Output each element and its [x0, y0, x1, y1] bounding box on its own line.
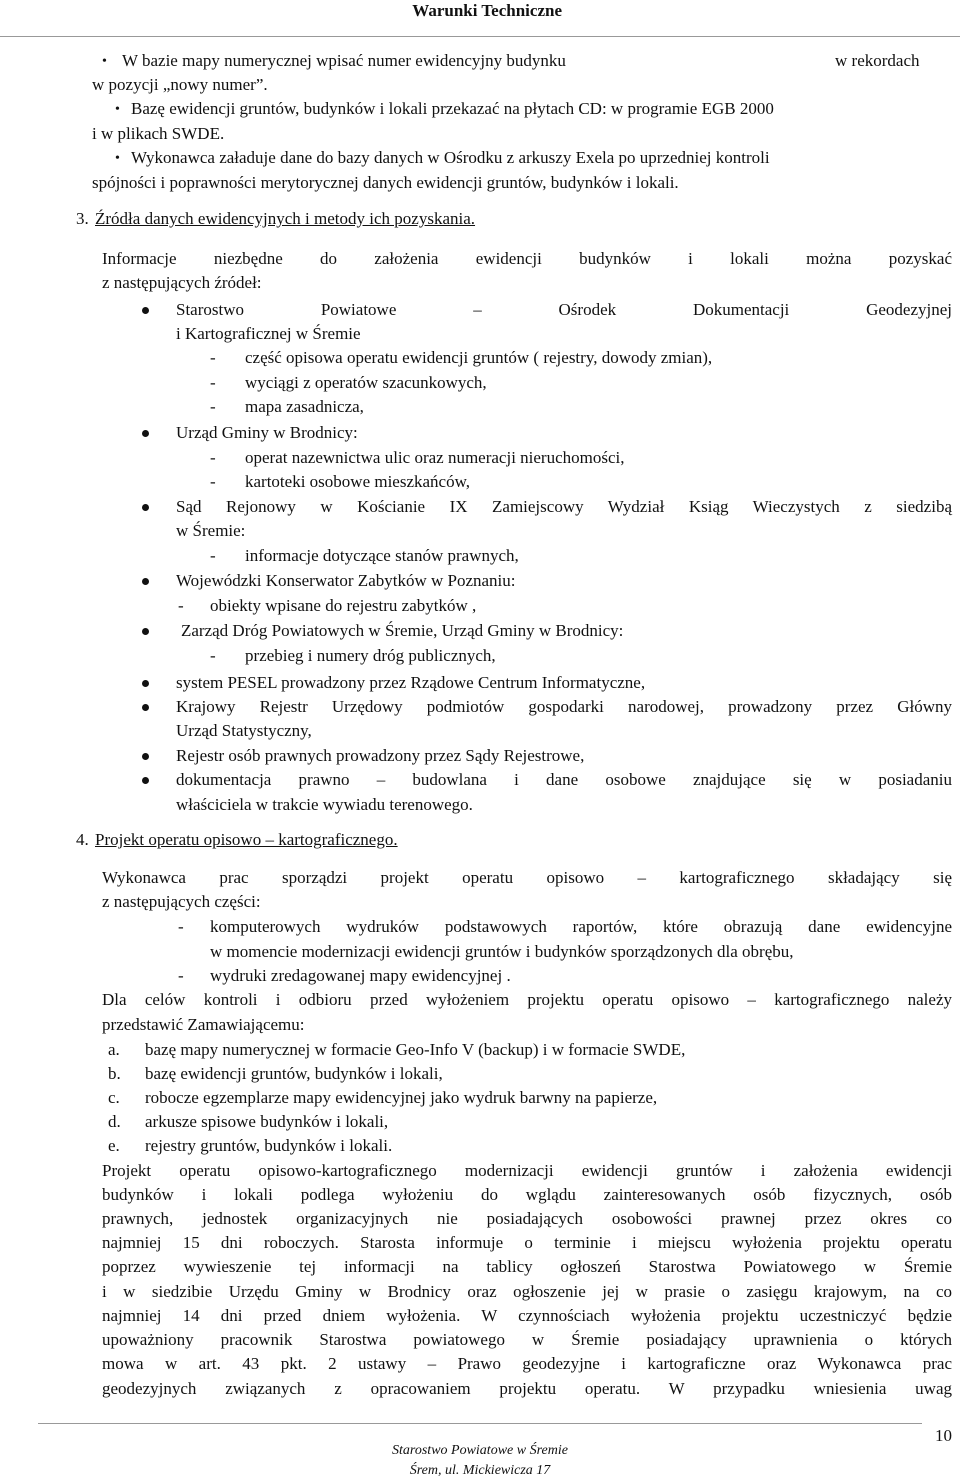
section4-p3-line: poprzez wywieszenie tej informacji na tablicy ogłoszeń Starostwa Powiatowego w Śremie	[102, 1257, 952, 1276]
source9-line2: właściciela w trakcie wywiadu terenowego.	[176, 795, 473, 814]
section3-intro-line2: z następujących źródeł:	[102, 273, 262, 292]
source7-line1: Krajowy Rejestr Urzędowy podmiotów gospodarki narodowej, prowadzony przez Główny	[176, 697, 952, 716]
list-letter: e.	[108, 1136, 120, 1155]
section4-number: 4.	[76, 830, 89, 849]
dash: -	[210, 646, 216, 665]
list-item-text: arkusze spisowe budynków i lokali,	[145, 1112, 389, 1131]
dash: -	[178, 917, 184, 936]
list-letter: a.	[108, 1040, 120, 1059]
source1-detail3: mapa zasadnicza,	[245, 397, 364, 416]
dash: -	[210, 373, 216, 392]
list-bullet	[142, 578, 149, 585]
bullet-dot: •	[115, 151, 120, 166]
dash: -	[210, 546, 216, 565]
intro-bullet1-line2: w pozycji „nowy numer”.	[92, 75, 268, 94]
list-bullet	[142, 628, 149, 635]
source1-line2: i Kartograficznej w Śremie	[176, 324, 361, 343]
source7-line2: Urząd Statystyczny,	[176, 721, 312, 740]
source2-line1: Urząd Gminy w Brodnicy:	[176, 423, 358, 442]
intro-bullet1-line1a: W bazie mapy numerycznej wpisać numer ewidencyjny budynku	[122, 51, 566, 70]
source3-detail1: informacje dotyczące stanów prawnych,	[245, 546, 519, 565]
section3-number: 3.	[76, 209, 89, 228]
section4-p3-line: prawnych, jednostek organizacyjnych nie posiadających osobowości prawnej przez okres co	[102, 1209, 952, 1228]
section4-p3-line: upoważniony pracownik Starostwa powiatowego w Śremie posiadający uprawnienia o których	[102, 1330, 952, 1349]
source4-line1: Wojewódzki Konserwator Zabytków w Poznaniu:	[176, 571, 516, 590]
dash: -	[210, 448, 216, 467]
source5-detail1: przebieg i numery dróg publicznych,	[245, 646, 496, 665]
list-letter: c.	[108, 1088, 120, 1107]
list-letter: b.	[108, 1064, 121, 1083]
section3-title: Źródła danych ewidencyjnych i metody ich pozyskania.	[95, 209, 476, 228]
list-item-text: robocze egzemplarze mapy ewidencyjnej jako wydruk barwny na papierze,	[145, 1088, 658, 1107]
source5-line1: Zarząd Dróg Powiatowych w Śremie, Urząd Gminy w Brodnicy:	[181, 621, 624, 640]
source1-detail2: wyciągi z operatów szacunkowych,	[245, 373, 487, 392]
list-bullet	[142, 430, 149, 437]
section4-p3-line: Projekt operatu opisowo-kartograficznego modernizacji ewidencji gruntów i założenia ewidencji	[102, 1161, 952, 1180]
source9-line1: dokumentacja prawno – budowlana i dane osobowe znajdujące się w posiadaniu	[176, 770, 952, 789]
dash: -	[210, 472, 216, 491]
source3-line2: w Śremie:	[176, 521, 246, 540]
list-item-text: bazę mapy numerycznej w formacie Geo-Info V (backup) i w formacie SWDE,	[145, 1040, 686, 1059]
intro-bullet3-line2: spójności i poprawności merytorycznej danych ewidencji gruntów, budynków i lokali.	[92, 173, 679, 192]
list-bullet	[142, 504, 149, 511]
list-bullet	[142, 680, 149, 687]
list-letter: d.	[108, 1112, 121, 1131]
section4-p3-line: i w siedzibie Urzędu Gminy w Brodnicy oraz ogłoszenie jej w prasie o zasięgu krajowym, na co	[102, 1282, 952, 1301]
intro-bullet3-line1: Wykonawca załaduje dane do bazy danych w Ośrodku z arkuszy Exela po uprzedniej kontroli	[131, 148, 770, 167]
source2-detail1: operat nazewnictwa ulic oraz numeracji nieruchomości,	[245, 448, 625, 467]
source3-line1: Sąd Rejonowy w Kościanie IX Zamiejscowy Wydział Ksiąg Wieczystych z siedzibą	[176, 497, 952, 516]
section4-p2-line2: przedstawić Zamawiającemu:	[102, 1015, 305, 1034]
dash: -	[178, 966, 184, 985]
section4-p1-line1: Wykonawca prac sporządzi projekt operatu opisowo – kartograficznego składający się	[102, 868, 952, 887]
section4-p3-line: budynków i lokali podlega wyłożeniu do wglądu zainteresowanych osób fizycznych, osób	[102, 1185, 952, 1204]
section4-p3-line: najmniej 14 dni przed dniem wyłożenia. W czynnościach wyłożenia projektu uczestniczyć będzie	[102, 1306, 952, 1325]
section4-p1-line2: z następujących części:	[102, 892, 261, 911]
bullet-dot: •	[102, 54, 107, 69]
section4-p3-line: najmniej 15 dni roboczych. Starosta informuje o terminie i miejscu wyłożenia projektu operatu	[102, 1233, 952, 1252]
footer-line1: Starostwo Powiatowe w Śremie	[392, 1443, 568, 1458]
source6-line1: system PESEL prowadzony przez Rządowe Centrum Informatyczne,	[176, 673, 646, 692]
section4-p3-line: geodezyjnych związanych z opracowaniem projektu operatu. W przypadku wniesienia uwag	[102, 1379, 952, 1398]
list-item-text: bazę ewidencji gruntów, budynków i lokali,	[145, 1064, 443, 1083]
header-title: Warunki Techniczne	[412, 1, 562, 20]
source2-detail2: kartoteki osobowe mieszkańców,	[245, 472, 471, 491]
bullet-dot: •	[115, 102, 120, 117]
source4-detail1: obiekty wpisane do rejestru zabytków ,	[210, 596, 477, 615]
list-bullet	[142, 753, 149, 760]
source1-line1: Starostwo Powiatowe – Ośrodek Dokumentacji Geodezyjnej	[176, 300, 952, 319]
dash: -	[178, 596, 184, 615]
intro-bullet1-line1b: w rekordach	[835, 51, 920, 70]
intro-bullet2-line2: i w plikach SWDE.	[92, 124, 225, 143]
list-bullet	[142, 704, 149, 711]
source8-line1: Rejestr osób prawnych prowadzony przez Sądy Rejestrowe,	[176, 746, 585, 765]
page-number: 10	[935, 1426, 952, 1445]
section4-p1-detail2: wydruki zredagowanej mapy ewidencyjnej .	[210, 966, 511, 985]
section4-title: Projekt operatu opisowo – kartograficznego.	[95, 830, 398, 849]
page-header	[0, 0, 960, 37]
footer-divider	[38, 1423, 922, 1424]
section3-intro-line1: Informacje niezbędne do założenia ewidencji budynków i lokali można pozyskać	[102, 249, 952, 268]
section4-p1-detail1-line1: komputerowych wydruków podstawowych raportów, które obrazują dane ewidencyjne	[210, 917, 952, 936]
source1-detail1: część opisowa operatu ewidencji gruntów ( rejestry, dowody zmian),	[245, 348, 713, 367]
intro-bullet2-line1: Bazę ewidencji gruntów, budynków i lokali przekazać na płytach CD: w programie EGB 2000	[131, 99, 774, 118]
dash: -	[210, 348, 216, 367]
dash: -	[210, 397, 216, 416]
section4-p3-line: mowa w art. 43 pkt. 2 ustawy – Prawo geodezyjne i kartograficzne oraz Wykonawca prac	[102, 1354, 952, 1373]
list-bullet	[142, 307, 149, 314]
footer-line2: Śrem, ul. Mickiewicza 17	[409, 1463, 551, 1478]
list-item-text: rejestry gruntów, budynków i lokali.	[145, 1136, 393, 1155]
list-bullet	[142, 777, 149, 784]
section4-p2-line1: Dla celów kontroli i odbioru przed wyłożeniem projektu operatu opisowo – kartograficznego należy	[102, 990, 952, 1009]
section4-p1-detail1-line2: w momencie modernizacji ewidencji gruntów i budynków sporządzonych dla obrębu,	[210, 942, 794, 961]
